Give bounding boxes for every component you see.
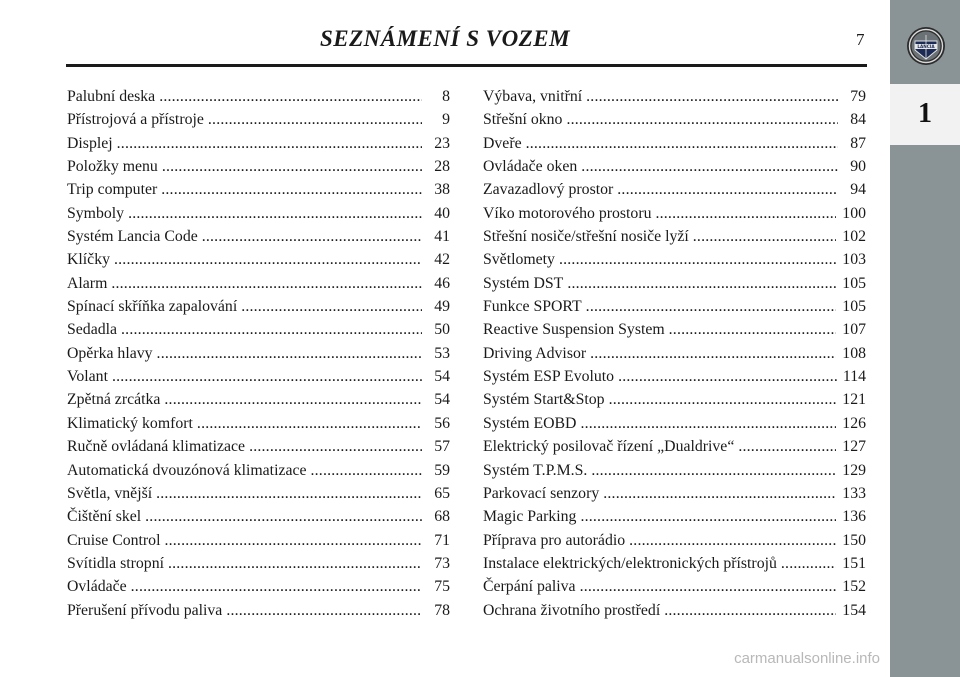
toc-dot-leader	[164, 532, 422, 550]
toc-entry[interactable]	[67, 205, 450, 228]
toc-dot-leader	[580, 578, 837, 596]
toc-dot-leader	[603, 485, 836, 503]
toc-dot-leader	[580, 508, 836, 526]
toc-entry-page: 68	[434, 508, 450, 526]
toc-dot-leader	[208, 111, 422, 129]
toc-entry-title: Výbava, vnitřní	[483, 88, 583, 105]
toc-entry-title: Ručně ovládaná klimatizace	[67, 438, 246, 456]
toc-entry-page: 54	[434, 391, 450, 409]
toc-entry-page: 46	[434, 274, 450, 292]
toc-entry-page: 42	[434, 251, 450, 269]
toc-entry-page: 103	[842, 251, 866, 269]
toc-dot-leader	[669, 321, 837, 339]
toc-entry[interactable]	[483, 88, 866, 111]
toc-dot-leader	[111, 275, 422, 293]
toc-entry[interactable]	[483, 415, 866, 438]
watermark: carmanualsonline.info	[734, 650, 880, 667]
toc-entry-page: 102	[842, 228, 866, 246]
toc-entry[interactable]	[483, 391, 866, 414]
toc-entry-title: Přerušení přívodu paliva	[67, 601, 223, 619]
toc-dot-leader	[197, 415, 422, 433]
toc-entry[interactable]	[67, 88, 450, 111]
toc-dot-leader	[159, 88, 422, 106]
toc-entry[interactable]	[483, 578, 866, 601]
toc-entry-page: 152	[842, 578, 866, 596]
toc-entry[interactable]	[67, 251, 450, 274]
toc-entry[interactable]	[67, 275, 450, 298]
toc-entry-title: Klíčky	[67, 251, 110, 269]
toc-right-column	[483, 88, 866, 625]
toc-entry[interactable]	[67, 485, 450, 508]
toc-dot-leader	[226, 602, 422, 620]
toc-entry-page: 78	[434, 601, 450, 619]
toc-entry[interactable]	[67, 111, 450, 134]
toc-dot-leader	[566, 111, 838, 129]
toc-entry-page: 75	[434, 578, 450, 596]
toc-entry-page: 23	[434, 134, 450, 152]
toc-entry-page: 136	[842, 508, 866, 526]
toc-entry-title: Systém Start&Stop	[483, 391, 605, 409]
toc-entry[interactable]	[67, 578, 450, 601]
toc-entry-title: Driving Advisor	[483, 344, 587, 362]
toc-dot-leader	[655, 205, 836, 223]
toc-dot-leader	[162, 158, 422, 176]
page-number: 7	[856, 30, 865, 49]
toc-entry[interactable]	[67, 298, 450, 321]
toc-dot-leader	[112, 368, 422, 386]
toc-dot-leader	[128, 205, 422, 223]
toc-entry[interactable]	[483, 532, 866, 555]
toc-entry[interactable]	[483, 298, 866, 321]
toc-entry-page: 100	[842, 204, 866, 222]
toc-entry-title: Zpětná zrcátka	[67, 391, 161, 409]
toc-entry[interactable]	[67, 181, 450, 204]
toc-dot-leader	[156, 485, 422, 503]
toc-entry-title: Světla, vnější	[67, 484, 153, 502]
toc-entry-page: 84	[850, 111, 866, 129]
toc-dot-leader	[117, 135, 422, 153]
toc-entry-title: Ovládače	[67, 578, 127, 596]
toc-entry-title: Ovládače oken	[483, 158, 578, 176]
toc-entry-title: Ochrana životního prostředí	[483, 601, 661, 619]
toc-entry-title: Alarm	[67, 274, 108, 292]
toc-dot-leader	[168, 555, 422, 573]
toc-entry-title: Instalace elektrických/elektronických přístrojů	[483, 554, 777, 572]
toc-entry[interactable]	[483, 462, 866, 485]
toc-entry-page: 54	[434, 368, 450, 386]
toc-entry-page: 154	[842, 601, 866, 619]
toc-entry[interactable]	[67, 532, 450, 555]
toc-entry-title: Víko motorového prostoru	[483, 204, 652, 222]
toc-entry-page: 56	[434, 414, 450, 432]
toc-entry-title: Automatická dvouzónová klimatizace	[67, 461, 307, 479]
toc-dot-leader	[249, 438, 422, 456]
toc-entry-page: 71	[434, 531, 450, 549]
toc-entry-title: Palubní deska	[67, 88, 156, 105]
toc-entry-page: 28	[434, 158, 450, 176]
toc-entry[interactable]	[483, 555, 866, 578]
toc-entry-page: 38	[434, 181, 450, 199]
toc-dot-leader	[609, 391, 837, 409]
toc-dot-leader	[131, 578, 422, 596]
toc-dot-leader	[114, 251, 422, 269]
toc-dot-leader	[586, 88, 838, 106]
toc-entry-page: 107	[842, 321, 866, 339]
toc-entry-title: Položky menu	[67, 158, 158, 176]
toc-dot-leader	[629, 532, 836, 550]
toc-entry[interactable]	[483, 438, 866, 461]
toc-entry-page: 108	[842, 344, 866, 362]
toc-entry[interactable]	[483, 602, 866, 625]
toc-entry[interactable]	[67, 438, 450, 461]
header-rule	[66, 64, 867, 67]
toc-dot-leader	[591, 462, 836, 480]
toc-dot-leader	[693, 228, 837, 246]
toc-entry-page: 127	[842, 438, 866, 456]
toc-entry-page: 121	[842, 391, 866, 409]
toc-entry-page: 50	[434, 321, 450, 339]
toc-entry-title: Příprava pro autorádio	[483, 531, 626, 549]
toc-entry[interactable]	[67, 158, 450, 181]
toc-entry-title: Systém EOBD	[483, 414, 577, 432]
toc-entry-title: Systém T.P.M.S.	[483, 461, 588, 479]
toc-dot-leader	[617, 181, 838, 199]
toc-entry-title: Displej	[67, 134, 113, 152]
toc-dot-leader	[590, 345, 836, 363]
chapter-number: 1	[918, 98, 932, 129]
toc-entry-title: Dveře	[483, 134, 522, 152]
toc-entry-title: Systém Lancia Code	[67, 228, 198, 246]
toc-entry[interactable]	[67, 555, 450, 578]
toc-entry-title: Systém ESP Evoluto	[483, 368, 615, 386]
toc-dot-leader	[164, 391, 422, 409]
toc-entry-page: 105	[842, 298, 866, 316]
toc-dot-leader	[664, 602, 836, 620]
toc-entry-page: 49	[434, 298, 450, 316]
toc-entry-page: 57	[434, 438, 450, 456]
toc-entry-page: 133	[842, 484, 866, 502]
toc-entry[interactable]	[483, 508, 866, 531]
svg-text:LANCIA: LANCIA	[917, 44, 935, 50]
toc-entry-title: Spínací skříňka zapalování	[67, 298, 238, 316]
toc-entry-title: Zavazadlový prostor	[483, 181, 614, 199]
toc-left-column	[67, 88, 450, 625]
toc-entry-page: 126	[842, 414, 866, 432]
toc-entry[interactable]	[483, 135, 866, 158]
toc-entry[interactable]	[483, 228, 866, 251]
toc-dot-leader	[145, 508, 422, 526]
toc-entry-title: Klimatický komfort	[67, 414, 193, 432]
toc-dot-leader	[738, 438, 836, 456]
toc-entry[interactable]	[483, 251, 866, 274]
toc-entry-title: Cruise Control	[67, 531, 161, 549]
toc-entry[interactable]	[67, 602, 450, 625]
toc-entry-page: 129	[842, 461, 866, 479]
toc-entry[interactable]	[67, 228, 450, 251]
toc-entry[interactable]	[67, 135, 450, 158]
toc-entry[interactable]	[483, 368, 866, 391]
toc-entry[interactable]	[67, 462, 450, 485]
toc-entry-title: Čištění skel	[67, 508, 142, 526]
toc-entry-page: 94	[850, 181, 866, 199]
toc-entry-title: Trip computer	[67, 181, 158, 199]
toc-entry[interactable]	[67, 321, 450, 344]
toc-entry-page: 53	[434, 344, 450, 362]
toc-entry[interactable]	[483, 321, 866, 344]
toc-entry-page: 8	[442, 88, 450, 105]
toc-entry-page: 150	[842, 531, 866, 549]
toc-entry[interactable]	[67, 415, 450, 438]
toc-dot-leader	[781, 555, 836, 573]
toc-dot-leader	[581, 158, 838, 176]
toc-entry-page: 73	[434, 554, 450, 572]
toc-entry-title: Opěrka hlavy	[67, 344, 153, 362]
lancia-logo-icon	[906, 26, 946, 66]
toc-entry-title: Parkovací senzory	[483, 484, 600, 502]
toc-entry[interactable]	[483, 205, 866, 228]
toc-entry-title: Svítidla stropní	[67, 554, 164, 572]
toc-entry[interactable]	[483, 158, 866, 181]
toc-entry[interactable]	[67, 391, 450, 414]
toc-entry-page: 9	[442, 111, 450, 129]
toc-entry[interactable]	[483, 181, 866, 204]
toc-entry-page: 41	[434, 228, 450, 246]
toc-entry-page: 40	[434, 204, 450, 222]
toc-dot-leader	[161, 181, 422, 199]
toc-dot-leader	[241, 298, 422, 316]
toc-entry-title: Přístrojová a přístroje	[67, 111, 204, 129]
page-title: SEZNÁMENÍ S VOZEM	[319, 26, 571, 51]
toc-entry[interactable]	[67, 508, 450, 531]
toc-dot-leader	[559, 251, 836, 269]
toc-entry-title: Volant	[67, 368, 108, 386]
toc-entry-title: Magic Parking	[483, 508, 577, 526]
toc-dot-leader	[526, 135, 838, 153]
toc-entry-page: 79	[850, 88, 866, 105]
toc-entry-title: Světlomety	[483, 251, 555, 269]
toc-entry-page: 87	[850, 134, 866, 152]
toc-dot-leader	[580, 415, 836, 433]
toc-entry-title: Čerpání paliva	[483, 578, 576, 596]
toc-entry-title: Systém DST	[483, 274, 564, 292]
toc-entry[interactable]	[483, 111, 866, 134]
toc-entry[interactable]	[67, 368, 450, 391]
toc-dot-leader	[121, 321, 422, 339]
toc-dot-leader	[567, 275, 836, 293]
toc-entry-title: Střešní nosiče/střešní nosiče lyží	[483, 228, 689, 246]
toc-entry[interactable]	[483, 345, 866, 368]
toc-entry-page: 151	[842, 554, 866, 572]
toc-entry[interactable]	[483, 275, 866, 298]
toc-entry-page: 114	[842, 368, 866, 386]
toc-entry[interactable]	[67, 345, 450, 368]
toc-entry-page: 105	[842, 274, 866, 292]
toc-dot-leader	[202, 228, 422, 246]
toc-entry[interactable]	[483, 485, 866, 508]
toc-entry-page: 65	[434, 484, 450, 502]
toc-entry-title: Elektrický posilovač řízení „Dualdrive“	[483, 438, 735, 456]
toc-entry-page: 90	[850, 158, 866, 176]
toc-entry-title: Sedadla	[67, 321, 118, 339]
toc-dot-leader	[586, 298, 837, 316]
toc-entry-title: Střešní okno	[483, 111, 563, 129]
toc-dot-leader	[311, 462, 423, 480]
toc-entry-title: Symboly	[67, 204, 125, 222]
toc-dot-leader	[618, 368, 837, 386]
toc-dot-leader	[157, 345, 422, 363]
toc-entry-title: Funkce SPORT	[483, 298, 582, 316]
toc-entry-title: Reactive Suspension System	[483, 321, 665, 339]
toc-entry-page: 59	[434, 461, 450, 479]
